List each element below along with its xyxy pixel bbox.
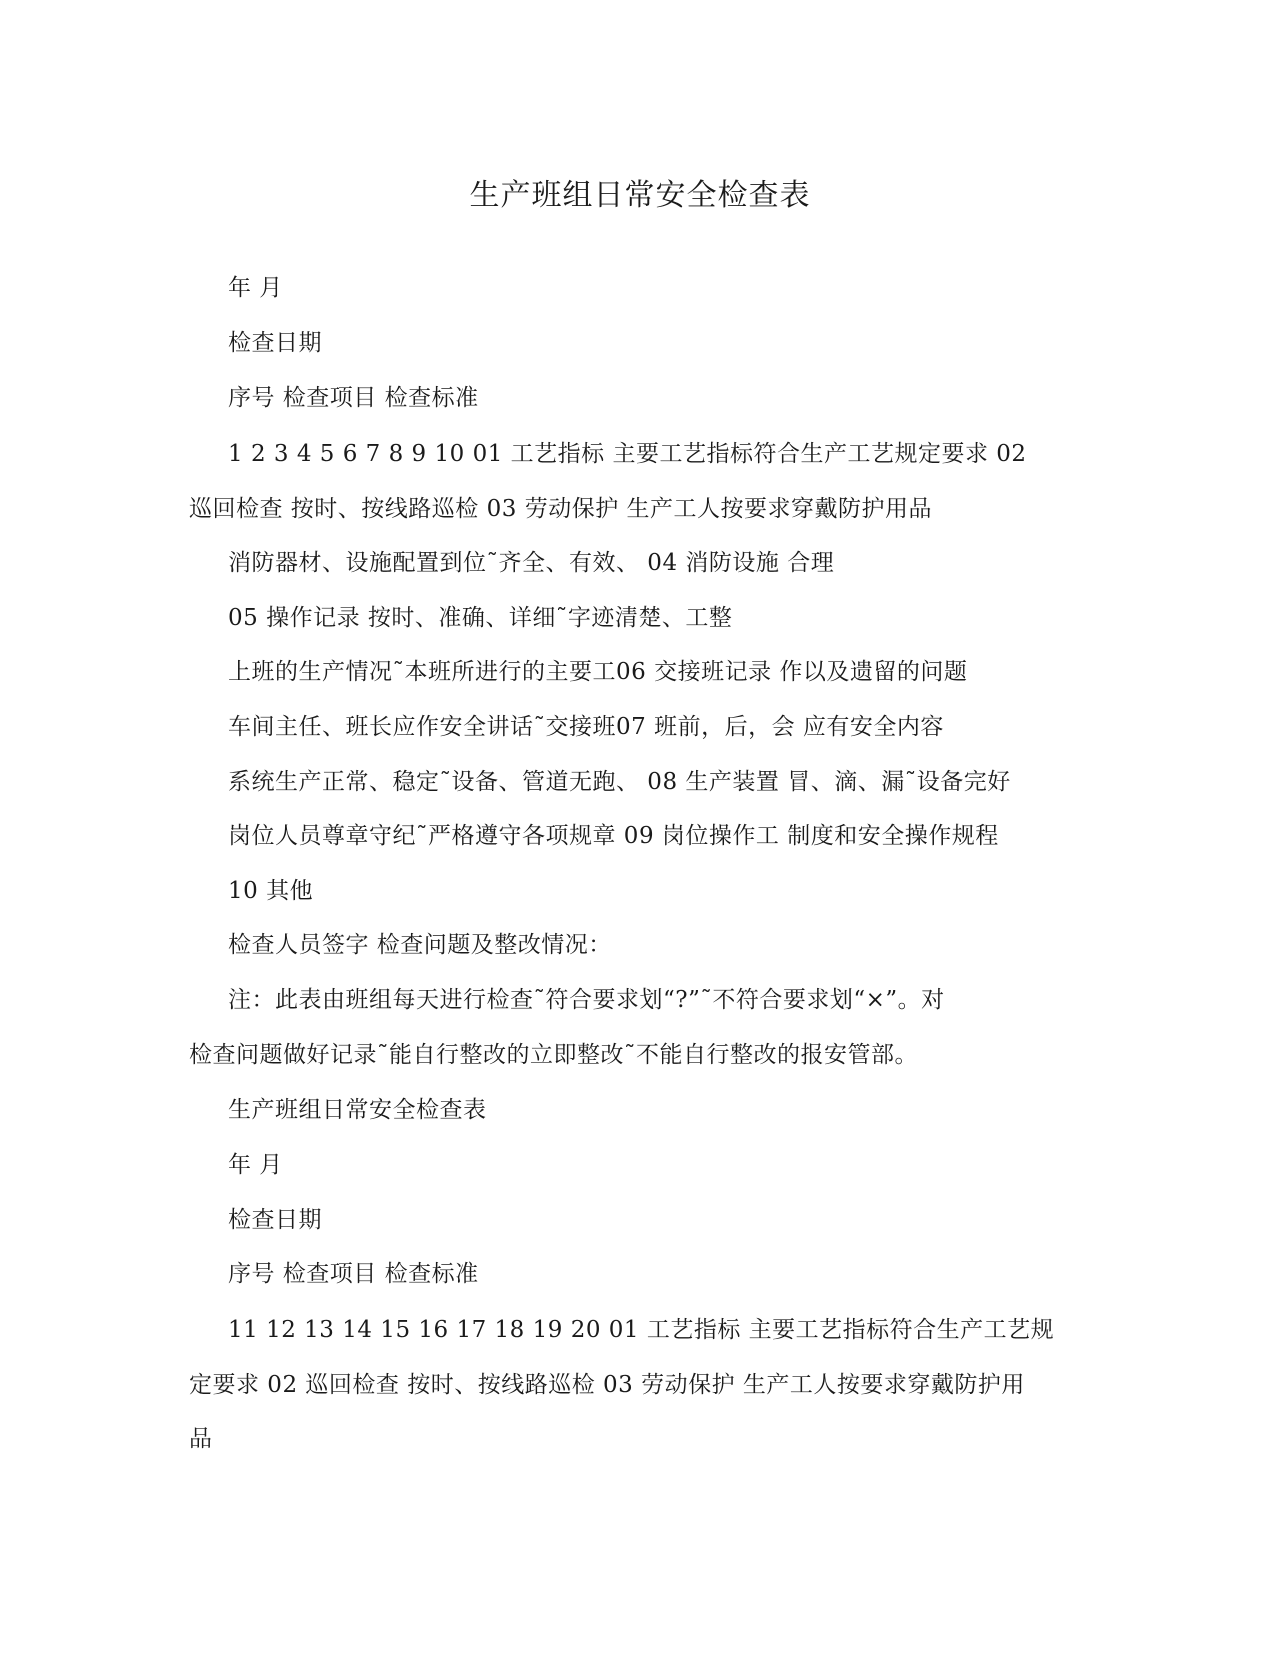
text-line-check-date-2: 检查日期 [228, 1207, 322, 1233]
text-line-note-2: 检查问题做好记录˜能自行整改的立即整改˜不能自行整改的报安管部。 [189, 1042, 918, 1068]
text-line-note-1: 注：此表由班组每天进行检查˜符合要求划“?”˜不符合要求划“×”。对 [228, 987, 945, 1013]
text-line-items-2: 巡回检查 按时、按线路巡检 03 劳动保护 生产工人按要求穿戴防护用品 [189, 496, 933, 522]
text-line-item-10: 10 其他 [228, 878, 314, 904]
text-line-item-07: 车间主任、班长应作安全讲话˜交接班07 班前，后，会 应有安全内容 [228, 714, 944, 740]
text-line-item-06: 上班的生产情况˜本班所进行的主要工06 交接班记录 作以及遗留的问题 [228, 659, 968, 685]
text-line-year-month-2: 年 月 [228, 1152, 283, 1178]
text-line-item-05: 05 操作记录 按时、准确、详细˜字迹清楚、工整 [228, 605, 733, 631]
text-line-table-header-2: 序号 检查项目 检查标准 [228, 1261, 479, 1287]
text-line-item-09: 岗位人员尊章守纪˜严格遵守各项规章 09 岗位操作工 制度和安全操作规程 [228, 823, 999, 849]
text-line-items-3: 11 12 13 14 15 16 17 18 19 20 01 工艺指标 主要工艺指标符合生产工艺规 [228, 1317, 1055, 1343]
text-line-signature: 检查人员签字 检查问题及整改情况： [228, 932, 612, 958]
text-line-table-header: 序号 检查项目 检查标准 [228, 385, 479, 411]
text-line-year-month: 年 月 [228, 275, 283, 301]
document-title: 生产班组日常安全检查表 [469, 178, 811, 213]
text-line-items-1: 1 2 3 4 5 6 7 8 9 10 01 工艺指标 主要工艺指标符合生产工艺规定要求 02 [228, 441, 1027, 467]
text-line-items-5: 品 [189, 1426, 213, 1452]
text-line-item-04: 消防器材、设施配置到位˜齐全、有效、 04 消防设施 合理 [228, 550, 835, 576]
text-line-title-repeat: 生产班组日常安全检查表 [228, 1097, 487, 1123]
text-line-item-08: 系统生产正常、稳定˜设备、管道无跑、 08 生产装置 冒、滴、漏˜设备完好 [228, 769, 1011, 795]
text-line-check-date: 检查日期 [228, 330, 322, 356]
text-line-items-4: 定要求 02 巡回检查 按时、按线路巡检 03 劳动保护 生产工人按要求穿戴防护用 [189, 1372, 1025, 1398]
